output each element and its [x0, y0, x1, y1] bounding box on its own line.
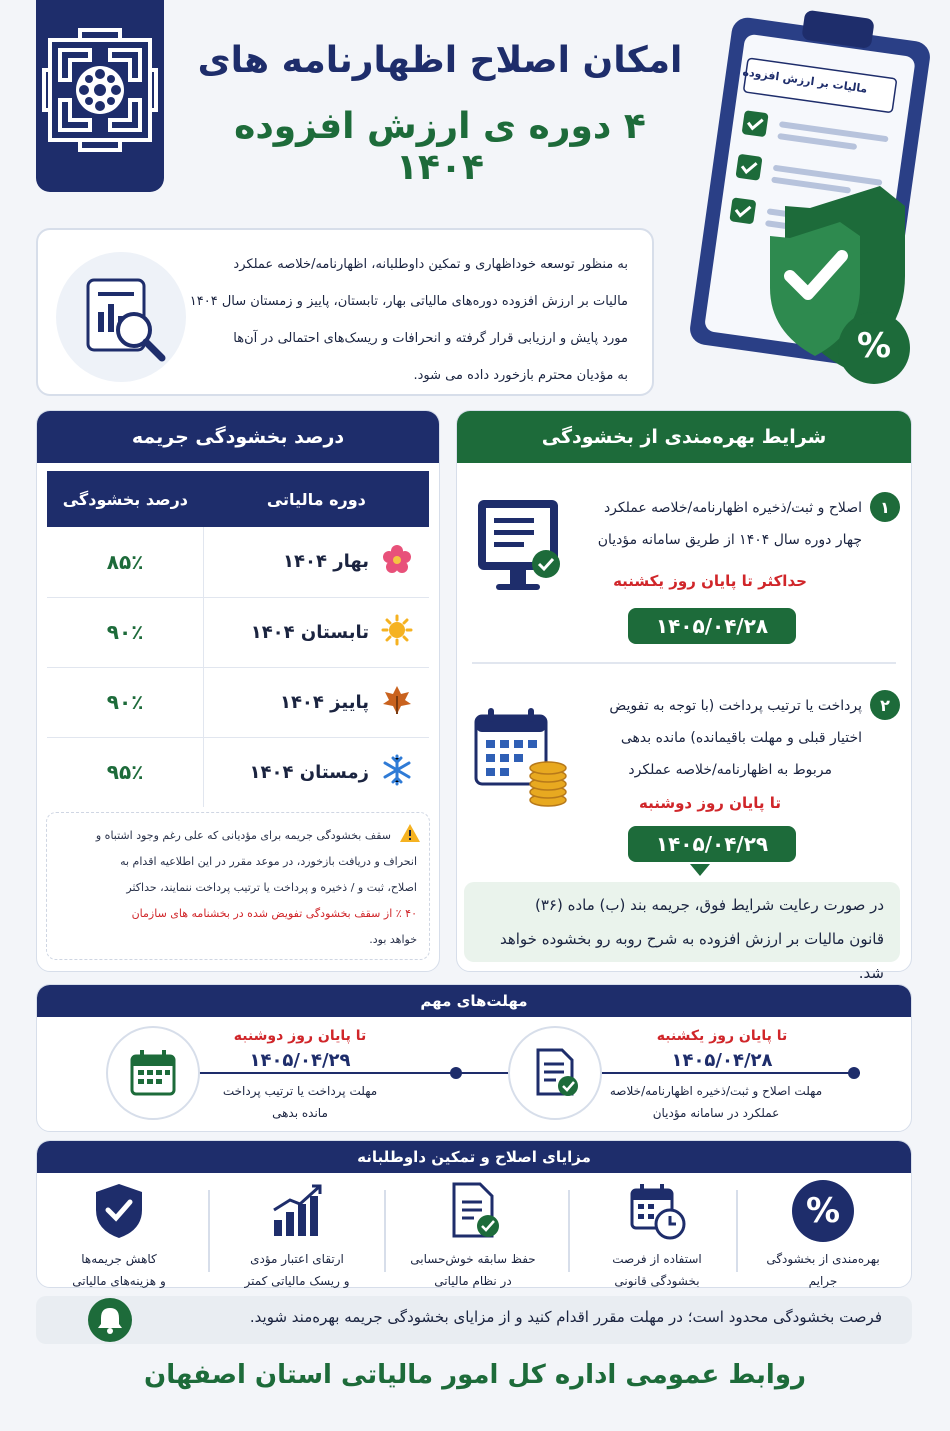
benefit-item: [222, 1180, 372, 1292]
flower-icon: [381, 543, 413, 580]
percent-value: ۹۰٪: [47, 667, 204, 737]
col-period-header: دوره مالیاتی: [204, 471, 429, 527]
note-line: خواهد بود.: [369, 933, 417, 946]
deadline-2-day: تا پایان روز دوشنبه: [233, 1028, 367, 1044]
benefit-line: بهره‌مندی از بخشودگی: [766, 1252, 880, 1266]
percent-icon: %: [856, 326, 892, 366]
step-2-deadline: تا پایان روز دوشنبه: [639, 794, 781, 812]
step-2-date: ۱۴۰۵/۰۴/۲۹: [628, 826, 796, 862]
desc-line: مهلت اصلاح و ثبت/ذخیره اظهارنامه/خلاصه: [609, 1084, 823, 1098]
deadline-2-desc: [200, 1080, 400, 1124]
warning-icon: [399, 823, 421, 843]
benefit-item: [44, 1180, 194, 1292]
notice-text: فرصت بخشودگی محدود است؛ در مهلت مقرر اقدام کنید و از مزایای بخشودگی جریمه بهره‌مند شوید.: [249, 1308, 882, 1326]
deadlines-title: مهلت‌های مهم: [37, 985, 911, 1017]
page-subtitle: ۴ دوره ی ارزش افزوده ۱۴۰۴: [234, 106, 646, 188]
benefits-title: مزایای اصلاح و تمکین داوطلبانه: [37, 1141, 911, 1173]
divider: [736, 1190, 738, 1272]
desc-line: مهلت پرداخت یا ترتیب پرداخت: [222, 1084, 378, 1098]
benefit-line: در نظام مالیاتی: [434, 1274, 512, 1288]
shield-check-icon: [88, 1180, 150, 1242]
sun-icon: [381, 614, 413, 651]
deadline-1-day: تا پایان روز یکشنبه: [656, 1028, 788, 1044]
table-row: [47, 597, 429, 667]
intro-text: [188, 246, 628, 394]
percent-value: ۹۰٪: [47, 597, 204, 667]
conditions-title: شرایط بهره‌مندی از بخشودگی: [457, 411, 911, 463]
penalty-title: درصد بخشودگی جریمه: [37, 411, 439, 463]
table-row: [47, 737, 429, 807]
divider: [208, 1190, 210, 1272]
organization-logo: [36, 0, 164, 192]
penalty-table: [47, 471, 429, 807]
step-2-text: [572, 690, 862, 786]
desc-line: مانده بدهی: [272, 1106, 328, 1120]
note-line: انحراف و دریافت بازخورد، در موعد مقرر در این اطلاعیه اقدام به: [120, 855, 417, 868]
desc-line: عملکرد در سامانه مؤدیان: [652, 1106, 780, 1120]
step-line: اصلاح و ثبت/ذخیره اظهارنامه/خلاصه عملکرد: [603, 500, 862, 516]
divider: [568, 1190, 570, 1272]
penalty-note: [46, 812, 430, 960]
deadline-1-date: ۱۴۰۵/۰۴/۲۸: [671, 1050, 773, 1071]
table-row: [47, 667, 429, 737]
step-1-date: ۱۴۰۵/۰۴/۲۸: [628, 608, 796, 644]
percent-value: ۸۵٪: [47, 527, 204, 597]
intro-box: [36, 228, 654, 396]
benefit-label: [748, 1248, 898, 1292]
down-arrow-icon: [690, 864, 710, 876]
page-title: امکان اصلاح اظهارنامه های: [197, 40, 683, 81]
organization-name: روابط عمومی اداره کل امور مالیاتی استان اصفهان: [144, 1360, 806, 1390]
leaf-icon: [381, 684, 413, 721]
monitor-check-icon: [472, 490, 568, 610]
benefit-item: [582, 1180, 732, 1292]
intro-line: به مؤدیان محترم بازخورد داده می شود.: [413, 368, 628, 383]
step-line: چهار دوره سال ۱۴۰۴ از طریق سامانه مؤدیان: [597, 532, 862, 548]
document-check-icon: [442, 1180, 504, 1242]
benefit-label: [44, 1248, 194, 1292]
col-percent-header: درصد بخشودگی: [47, 471, 204, 527]
period-label: پاییز ۱۴۰۴: [279, 691, 369, 713]
period-label: تابستان ۱۴۰۴: [250, 621, 369, 643]
table-row: [47, 527, 429, 597]
step-line: مربوط به اظهارنامه/خلاصه عملکرد: [628, 762, 832, 778]
result-line: قانون مالیات بر ارزش افزوده به شرح روبه رو بخشوده خواهد شد.: [499, 930, 884, 982]
benefit-line: استفاده از فرصت: [612, 1252, 702, 1266]
intro-line: مورد پایش و ارزیابی قرار گرفته و انحرافات و ریسک‌های احتمالی در آن‌ها: [233, 331, 628, 346]
percent-icon: %: [792, 1180, 854, 1242]
note-line: اصلاح، ثبت و / ذخیره و پرداخت یا ترتیب پرداخت ننمایند، حداکثر: [126, 881, 417, 894]
divider: [472, 662, 896, 664]
conditions-result: [464, 882, 900, 982]
step-1-number: ۱: [870, 492, 900, 522]
deadline-1-desc: [596, 1080, 836, 1124]
benefit-line: ارتقای اعتبار مؤدی: [250, 1252, 344, 1266]
calendar-coins-icon: [472, 704, 572, 808]
percent-value: ۹۵٪: [47, 737, 204, 807]
benefit-label: [582, 1248, 732, 1292]
step-1-text: [572, 492, 862, 556]
clipboard-label: مالیات بر ارزش افزوده: [741, 65, 869, 96]
step-line: پرداخت یا ترتیب پرداخت (با توجه به تفویض: [609, 698, 862, 714]
benefit-line: و هزینه‌های مالیاتی: [72, 1274, 166, 1288]
benefit-line: کاهش جریمه‌ها: [81, 1252, 157, 1266]
period-label: زمستان ۱۴۰۴: [249, 761, 369, 783]
benefit-line: جرایم: [808, 1274, 838, 1288]
step-2-number: ۲: [870, 690, 900, 720]
deadline-2-date: ۱۴۰۵/۰۴/۲۹: [249, 1050, 351, 1071]
intro-line: مالیات بر ارزش افزوده دوره‌های مالیاتی بهار، تابستان، پاییز و زمستان سال ۱۴۰۴: [189, 294, 628, 309]
bell-icon: [88, 1298, 132, 1342]
timeline-dot: [848, 1067, 860, 1079]
timeline-line: [130, 1072, 860, 1074]
step-1-deadline: حداکثر تا پایان روز یکشنبه: [613, 572, 807, 590]
benefit-line: حفظ سابقه خوش‌حسابی: [410, 1252, 536, 1266]
intro-line: به منظور توسعه خوداظهاری و تمکین داوطلبانه، اظهارنامه/خلاصه عملکرد: [233, 257, 628, 272]
growth-chart-icon: [266, 1180, 328, 1242]
snowflake-icon: [381, 754, 413, 791]
report-magnifier-icon: [56, 252, 186, 382]
document-check-icon: [508, 1026, 602, 1120]
calendar-icon: [106, 1026, 200, 1120]
divider: [384, 1190, 386, 1272]
benefit-item: [748, 1180, 898, 1292]
calendar-clock-icon: [626, 1180, 688, 1242]
benefit-line: و ریسک مالیاتی کمتر: [244, 1274, 350, 1288]
notice-bar: [36, 1296, 912, 1344]
period-label: بهار ۱۴۰۴: [283, 551, 369, 573]
clipboard-illustration: [690, 8, 930, 398]
benefit-label: [222, 1248, 372, 1292]
benefit-label: [398, 1248, 548, 1292]
result-line: در صورت رعایت شرایط فوق، جریمه بند (ب) ماده (۳۶): [535, 896, 884, 914]
step-line: اختیار قبلی و مهلت باقیمانده) مانده بدهی: [620, 730, 862, 746]
benefit-line: بخشودگی قانونی: [614, 1274, 700, 1288]
note-line: سقف بخشودگی جریمه برای مؤدیانی که علی رغم وجود اشتباه و: [95, 829, 391, 842]
timeline-dot: [450, 1067, 462, 1079]
benefit-item: [398, 1180, 548, 1292]
note-line: ۴۰ ٪ از سقف بخشودگی تفویض شده در بخشنامه های سازمان: [131, 907, 417, 920]
